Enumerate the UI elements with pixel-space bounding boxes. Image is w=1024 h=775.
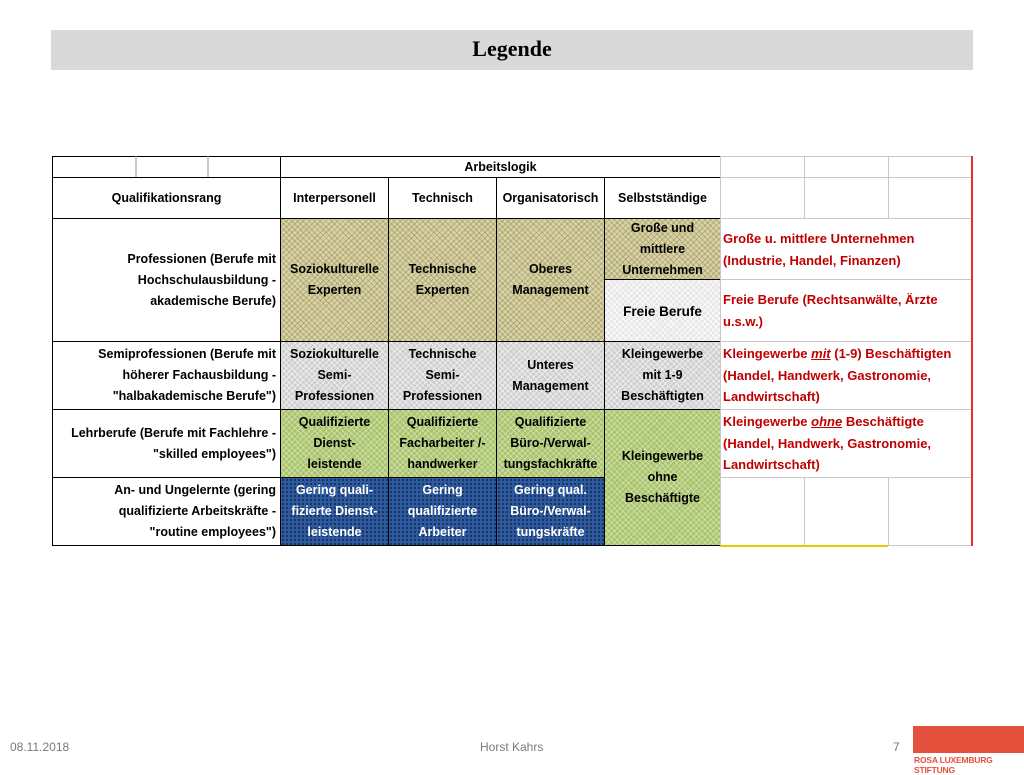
grid-cell bbox=[888, 156, 972, 178]
row-label-ungelernte: An- und Ungelernte (gering qualifizierte Arbeitskräfte - "routine employees") bbox=[52, 477, 281, 546]
column-header-technisch: Technisch bbox=[388, 177, 497, 219]
grid-cell bbox=[804, 156, 889, 178]
legend-kleingewerbe-mit: Kleingewerbe mit (1-9) Beschäftigten (Handel, Handwerk, Gastronomie, Landwirtschaft) bbox=[723, 346, 952, 404]
grid-cell bbox=[720, 156, 805, 178]
cell-soziokulturelle-experten: Soziokulturelle Experten bbox=[280, 218, 389, 342]
column-header-organisatorisch: Organisatorisch bbox=[496, 177, 605, 219]
grid-cell bbox=[720, 477, 805, 546]
qualifikationsrang-header: Qualifikationsrang bbox=[52, 177, 281, 219]
page-title: Legende bbox=[472, 36, 552, 61]
grid-cell bbox=[720, 177, 805, 219]
footer-author: Horst Kahrs bbox=[480, 740, 544, 754]
grid-cell bbox=[888, 177, 972, 219]
legend-kleingewerbe-ohne: Kleingewerbe ohne Beschäftigte (Handel, Handwerk, Gastronomie, Landwirtschaft) bbox=[723, 414, 932, 472]
header-blank-cell bbox=[208, 156, 281, 178]
logo-mark bbox=[913, 726, 1024, 753]
footer-page-number: 7 bbox=[893, 740, 900, 754]
cell-gering-qualifizierte-dienstleistende: Gering quali-fizierte Dienst-leistende bbox=[280, 477, 389, 546]
cell-qualifizierte-buero-fachkraefte: Qualifizierte Büro-/Verwal-tungsfachkräfte bbox=[496, 409, 605, 478]
cell-unteres-management: Unteres Management bbox=[496, 341, 605, 410]
cell-qualifizierte-dienstleistende: Qualifizierte Dienst-leistende bbox=[280, 409, 389, 478]
footer-date: 08.11.2018 bbox=[10, 740, 70, 754]
arbeitslogik-header: Arbeitslogik bbox=[280, 156, 721, 178]
grid-cell bbox=[804, 477, 889, 546]
cell-qualifizierte-facharbeiter: Qualifizierte Facharbeiter /-handwerker bbox=[388, 409, 497, 478]
cell-technische-semi-professionen: Technische Semi-Professionen bbox=[388, 341, 497, 410]
header-blank-cell bbox=[136, 156, 208, 178]
grid-cell bbox=[804, 177, 889, 219]
cell-kleingewerbe-ohne-beschaeftigte: Kleingewerbe ohne Beschäftigte bbox=[604, 409, 721, 546]
cell-grosse-mittlere-unternehmen: Große und mittlere Unternehmen bbox=[604, 218, 721, 280]
cell-gering-qual-buero-kraefte: Gering qual. Büro-/Verwal-tungskräfte bbox=[496, 477, 605, 546]
logo-text: ROSA LUXEMBURG STIFTUNG bbox=[914, 755, 993, 775]
cell-oberes-management: Oberes Management bbox=[496, 218, 605, 342]
row-label-semiprofessionen: Semiprofessionen (Berufe mit höherer Fachausbildung - "halbakademische Berufe") bbox=[52, 341, 281, 410]
column-header-interpersonell: Interpersonell bbox=[280, 177, 389, 219]
cell-kleingewerbe-mit-beschaeftigten: Kleingewerbe mit 1-9 Beschäftigten bbox=[604, 341, 721, 410]
row-label-lehrberufe: Lehrberufe (Berufe mit Fachlehre - "skilled employees") bbox=[52, 409, 281, 478]
cell-technische-experten: Technische Experten bbox=[388, 218, 497, 342]
yellow-border-line bbox=[720, 545, 888, 547]
column-header-selbststaendige: Selbstständige bbox=[604, 177, 721, 219]
legend-grosse-mittlere-unternehmen: Große u. mittlere Unternehmen (Industrie, Handel, Finanzen) bbox=[723, 231, 915, 268]
grid-cell bbox=[888, 477, 972, 546]
row-label-professionen: Professionen (Berufe mit Hochschulausbildung - akademische Berufe) bbox=[52, 218, 281, 342]
legend-freie-berufe: Freie Berufe (Rechtsanwälte, Ärzte u.s.w.) bbox=[723, 292, 938, 329]
title-bar bbox=[51, 30, 973, 70]
cell-gering-qualifizierte-arbeiter: Gering qualifizierte Arbeiter bbox=[388, 477, 497, 546]
cell-soziokulturelle-semi-professionen: Soziokulturelle Semi-Professionen bbox=[280, 341, 389, 410]
header-blank-cell bbox=[52, 156, 136, 178]
cell-freie-berufe: Freie Berufe bbox=[604, 279, 721, 342]
